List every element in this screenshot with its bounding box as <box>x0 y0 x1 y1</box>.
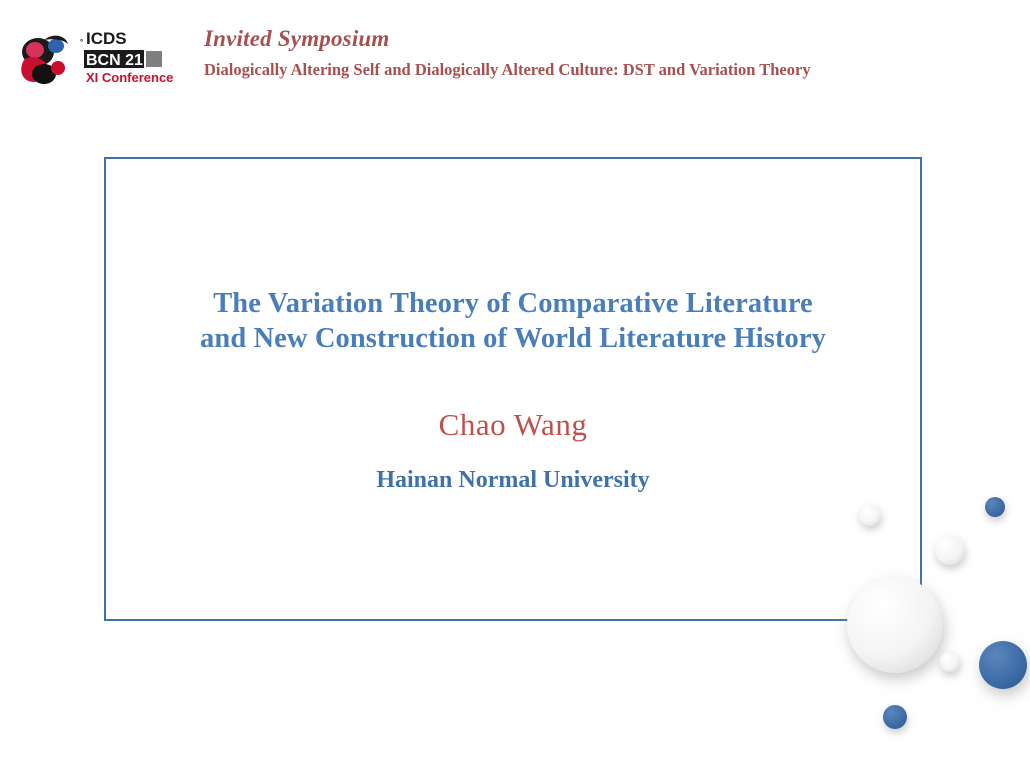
author-affiliation: Hainan Normal University <box>376 467 650 493</box>
session-label: Invited Symposium <box>204 26 390 51</box>
title-line-1: The Variation Theory of Comparative Literature <box>213 288 813 319</box>
svg-text:°: ° <box>80 38 84 47</box>
session-title: Dialogically Altering Self and Dialogically Altered Culture: DST and Variation Theory <box>204 60 811 80</box>
presentation-title <box>106 287 920 357</box>
slide-header <box>0 0 1030 110</box>
content-frame <box>104 157 922 621</box>
svg-text:XI Conference: XI Conference <box>86 70 174 85</box>
svg-text:ICDS: ICDS <box>86 29 127 48</box>
title-line-2: and New Construction of World Literature History <box>200 322 826 354</box>
author-name: Chao Wang <box>438 407 588 442</box>
header-text-block <box>204 26 1004 80</box>
svg-text:BCN 21: BCN 21 <box>86 52 143 69</box>
conference-logo <box>14 24 174 96</box>
